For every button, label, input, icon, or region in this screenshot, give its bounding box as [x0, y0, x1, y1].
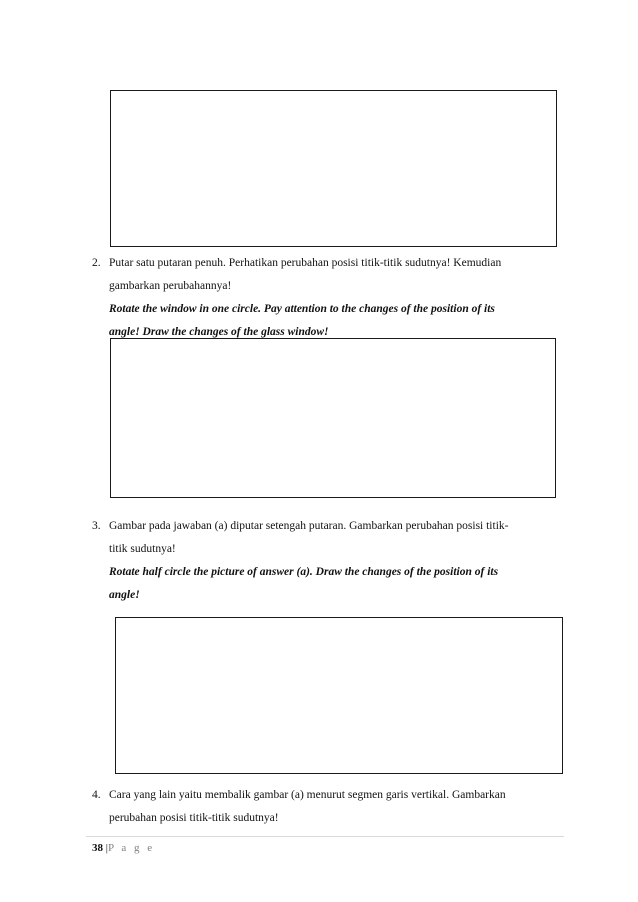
- answer-box-3: [115, 617, 563, 774]
- footer-separator: |: [105, 842, 108, 854]
- question-translation-line: angle! Draw the changes of the glass window!: [109, 326, 329, 338]
- question-text-line: gambarkan perubahannya!: [109, 280, 232, 292]
- question-text-line: Cara yang lain yaitu membalik gambar (a) menurut segmen garis vertikal. Gambarkan: [109, 789, 506, 801]
- question-translation-line: Rotate half circle the picture of answer (a). Draw the changes of the position of its: [109, 566, 499, 578]
- question-text-line: Gambar pada jawaban (a) diputar setengah putaran. Gambarkan perubahan posisi titik-: [109, 520, 509, 532]
- answer-box-1: [110, 90, 557, 247]
- question-text-line: titik sudutnya!: [109, 543, 176, 555]
- question-3: [80, 515, 570, 607]
- answer-box-2: [110, 338, 556, 498]
- page-number: 38: [92, 842, 103, 854]
- question-number: 2.: [92, 257, 101, 269]
- page-footer: [92, 841, 155, 855]
- question-number: 3.: [92, 520, 101, 532]
- footer-divider: [86, 836, 564, 837]
- question-2: [80, 252, 570, 344]
- question-translation-line: Rotate the window in one circle. Pay attention to the changes of the position of its: [109, 303, 495, 315]
- question-text-line: Putar satu putaran penuh. Perhatikan perubahan posisi titik-titik sudutnya! Kemudian: [109, 257, 502, 269]
- question-4: [80, 784, 570, 830]
- question-text-line: perubahan posisi titik-titik sudutnya!: [109, 812, 279, 824]
- question-translation-line: angle!: [109, 589, 140, 601]
- question-number: 4.: [92, 789, 101, 801]
- page-label: P a g e: [107, 842, 155, 854]
